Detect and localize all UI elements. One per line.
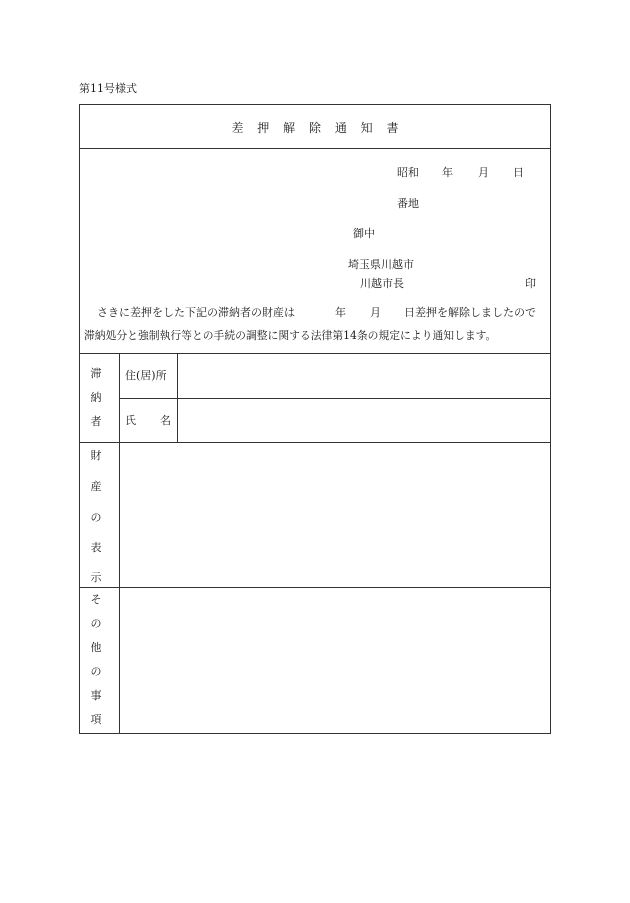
- other-section-char: の: [90, 617, 102, 630]
- other-section-char: 項: [90, 713, 102, 726]
- taxpayer-section-char: 者: [90, 415, 102, 428]
- recipient-suffix: 御中: [353, 227, 375, 240]
- property-section-char: 示: [90, 571, 102, 584]
- seal-mark: 印: [525, 277, 536, 290]
- notice-line1-year: 年: [335, 306, 346, 319]
- issuer-city: 埼玉県川越市: [348, 258, 414, 271]
- title-char: 除: [308, 121, 321, 135]
- title-divider: [79, 148, 551, 149]
- property-description-field[interactable]: [120, 443, 550, 586]
- title-char: 知: [360, 121, 373, 135]
- taxpayer-name-field[interactable]: [178, 399, 550, 441]
- taxpayer-address-field[interactable]: [178, 354, 550, 397]
- other-matters-field[interactable]: [120, 588, 550, 733]
- other-section-char: の: [90, 665, 102, 678]
- property-section-char: 表: [90, 541, 102, 554]
- property-section-char: 産: [90, 480, 102, 493]
- notice-line1-part1: さきに差押をした下記の滞納者の財産は: [97, 306, 295, 319]
- document-title: [79, 122, 551, 134]
- title-char: 書: [386, 121, 399, 135]
- address-label: 番地: [397, 197, 419, 210]
- taxpayer-name-label-char: 氏: [125, 414, 136, 427]
- notice-line1-month: 月: [370, 306, 381, 319]
- title-char: 押: [257, 121, 270, 135]
- title-char: 解: [283, 121, 296, 135]
- form-number: 第11号様式: [79, 82, 137, 95]
- other-section-char: 他: [90, 641, 102, 654]
- date-era: 昭和: [397, 166, 419, 179]
- property-section-char: の: [90, 511, 102, 524]
- date-year: 年: [442, 166, 453, 179]
- title-char: 通: [334, 121, 347, 135]
- date-month: 月: [478, 166, 489, 179]
- title-char: 差: [231, 121, 244, 135]
- notice-line1-part2: 日差押を解除しましたので: [404, 306, 536, 319]
- property-section-char: 財: [90, 449, 102, 462]
- taxpayer-name-label-char: 名: [160, 414, 171, 427]
- taxpayer-section-char: 滞: [90, 367, 102, 380]
- issuer-title: 川越市長: [360, 277, 404, 290]
- notice-line2: 滞納処分と強制執行等との手続の調整に関する法律第14条の規定により通知します。: [84, 329, 497, 342]
- other-section-char: そ: [90, 593, 102, 606]
- taxpayer-address-label: 住(居)所: [125, 369, 167, 382]
- other-section-char: 事: [90, 689, 102, 702]
- date-day: 日: [513, 166, 524, 179]
- taxpayer-section-char: 納: [90, 391, 102, 404]
